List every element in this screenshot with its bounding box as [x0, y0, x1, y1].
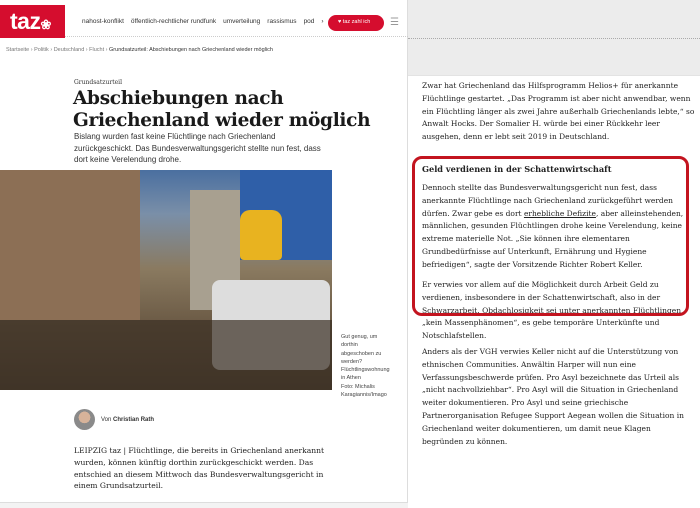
text-line: Schwarzarbeit. Obdachlosigkeit sei unter anerkannten Flüchtlingen: [422, 305, 682, 315]
text-line: „nicht nachvollziehbar“. Pro Asyl will die Situation in Griechenland: [422, 385, 679, 395]
text-segment: dürfen. Zwar gebe es dort: [422, 208, 524, 218]
caption-line: Karagiannis/Imago: [341, 392, 387, 399]
ad-placeholder: [408, 0, 700, 76]
text-segment: , aber alleinstehenden,: [595, 208, 684, 218]
text-line: ein Flüchtling länger als zwei Jahre außerhalb Griechenlands lebte,“ so: [422, 106, 695, 116]
paw-icon: ❀: [40, 17, 51, 32]
caption-line: Foto: Michalis: [341, 383, 375, 390]
text-line: männlichen, gesunden Flüchtlingen drohe keine Verelendung, keine: [422, 221, 682, 231]
breadcrumb-item[interactable]: Politik: [34, 47, 49, 53]
text-line: Dennoch stellte das Bundesverwaltungsgericht nun fest, dass: [422, 183, 657, 192]
photo-ground: [0, 320, 332, 390]
lead-line: LEIPZIG taz | Flüchtlinge, die bereits in Griechenland anerkannt: [74, 446, 325, 455]
summary-line: Bislang wurden fast keine Flüchtlinge nach Griechenland: [74, 132, 276, 141]
caption-line: Gut genug, um: [341, 334, 378, 340]
article-photo: [0, 170, 332, 390]
text-line: Partnerorganisation Refugee Support Aegean wollen die Situation in: [422, 410, 684, 420]
author-prefix: Von: [101, 416, 112, 423]
paragraph-helios: [422, 80, 694, 144]
title-line: Griechenland wieder möglich: [73, 110, 371, 131]
text-line: Anwalt Hocks. Der Somalier H. würde bei einer Rückkehr leer: [422, 119, 660, 129]
summary-line: dort keine Verelendung drohe.: [74, 155, 182, 164]
nav-more-icon[interactable]: ›: [321, 18, 324, 25]
text-line: ausgehen, denn er lebt seit 2019 in Deutschland.: [422, 132, 610, 142]
avatar[interactable]: [74, 409, 95, 430]
breadcrumb-current: Grundsatzurteil: Abschiebungen nach Griechenland wieder möglich: [109, 47, 273, 53]
text-line: ethnischen Communities. Anwältin Harper will nun eine: [422, 359, 636, 369]
text-line: befriedigen“, sagte der Vorsitzende Richter Robert Keller.: [422, 259, 643, 269]
donate-button[interactable]: [328, 15, 384, 31]
text-line: Verfassungsbeschwerde prüfen. Pro Asyl bezeichnete das Urteil als: [422, 372, 679, 382]
breadcrumb: Startseite › Politik › Deutschland › Flucht › Grundsatzurteil: Abschiebungen nach Griechenland wieder möglich: [6, 47, 273, 53]
text-line: Grundbedürfnisse auf Unterkunft, Ernährung und Hygiene: [422, 246, 647, 256]
nav-item[interactable]: umverteilung: [223, 18, 261, 25]
text-line: Anders als der VGH verwies Keller nicht auf die Unterstützung von: [422, 347, 679, 356]
site-header: [0, 5, 408, 37]
caption-line: werden?: [341, 358, 363, 365]
lead-line: einem Grundsatzurteil.: [74, 481, 164, 491]
nav-item[interactable]: öffentlich-rechtlicher rundfunk: [130, 18, 217, 25]
nav-item[interactable]: pod: [303, 18, 315, 25]
heart-icon: ♥: [338, 19, 343, 25]
caption-line: in Athen: [341, 375, 361, 382]
nav-item[interactable]: nahost-konflikt: [82, 18, 124, 25]
photo-caption: [341, 333, 401, 399]
text-line: anerkannte Flüchtlinge nach Griechenland zurückgeführt werden: [422, 195, 673, 205]
author-link[interactable]: Christian Rath: [113, 416, 155, 423]
kicker: Grundsatzurteil: [74, 79, 122, 86]
text-line: extreme materielle Not. „Sie können ihre elementaren: [422, 234, 630, 244]
main-nav: [82, 18, 324, 25]
photo-building: [0, 170, 140, 320]
menu-icon[interactable]: ☰: [390, 17, 399, 28]
logo-text: taz: [10, 8, 41, 34]
text-line: Flüchtlinge gestartet. „Das Programm ist aber nicht anwendbar, wenn: [422, 93, 691, 103]
lead-line: wurden, können künftig dorthin zurückgeschickt werden. Das: [74, 457, 314, 467]
text-line: Griechenland weiter dokumentieren, um damit neue Klagen: [422, 423, 651, 433]
photo-person: [240, 210, 282, 260]
author-byline: [74, 409, 154, 430]
defizite-link[interactable]: erhebliche Defizite: [523, 208, 596, 218]
text-line: „kein Massenphänomen“, es gebe temporäre Unterkünfte und: [422, 318, 660, 328]
breadcrumb-item[interactable]: Deutschland: [53, 47, 85, 53]
summary-line: zurückgeschickt. Das Bundesverwaltungsgericht stellte nun fest, dass: [74, 143, 321, 153]
article-lead: [74, 445, 334, 492]
highlight-box: [412, 156, 689, 316]
divider: [408, 38, 700, 39]
breadcrumb-item[interactable]: Startseite: [6, 47, 30, 53]
paragraph-pro-asyl: [422, 346, 684, 448]
caption-line: Flüchtlingswohnung: [341, 367, 390, 374]
breadcrumb-item[interactable]: Flucht: [89, 47, 105, 53]
title-line: Abschiebungen nach: [73, 88, 284, 109]
nav-item[interactable]: rassismus: [267, 18, 297, 25]
taz-logo[interactable]: [0, 5, 65, 38]
text-line: Er verwies vor allem auf die Möglichkeit durch Arbeit Geld zu: [422, 280, 659, 289]
text-line: verdienen, insbesondere in der Schattenwirtschaft, also in der: [422, 292, 661, 302]
caption-line: dorthin: [341, 342, 358, 349]
lead-line: entschied an diesem Mittwoch das Bundesverwaltungsgericht in: [74, 469, 324, 479]
section-heading: Geld verdienen in der Schattenwirtschaft: [422, 164, 612, 174]
text-line: begründen zu können.: [422, 436, 508, 446]
page-title: [73, 88, 370, 132]
article-summary: [74, 131, 344, 166]
text-line: weiter dokumentieren. Pro Asyl und seine griechische: [422, 398, 629, 408]
text-line: Zwar hat Griechenland das Hilfsprogramm Helios+ für anerkannte: [422, 81, 679, 90]
donate-label: taz zahl ich: [342, 19, 371, 25]
caption-line: abgeschoben zu: [341, 350, 382, 357]
text-line: Notschlafstellen.: [422, 331, 487, 341]
